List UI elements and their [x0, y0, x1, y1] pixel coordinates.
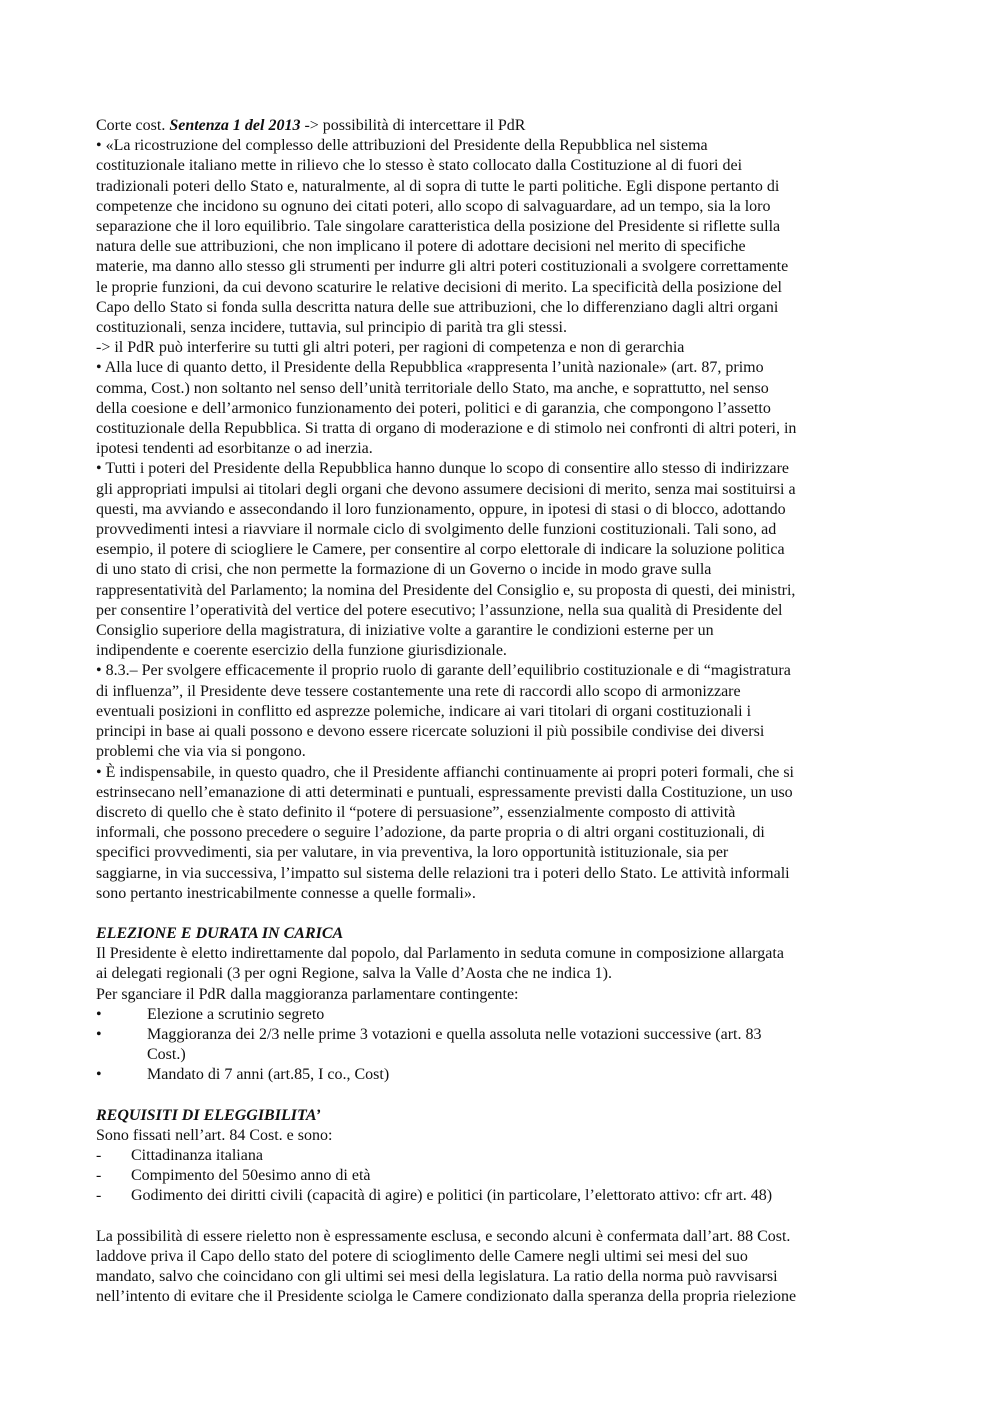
- text-line: rappresentatività del Parlamento; la nomina del Presidente del Consiglio e, su proposta di questi, dei ministri,: [96, 581, 796, 599]
- text-line: informali, che possono precedere o seguire l’adozione, da parte propria o di altri organi costituzionali, di: [96, 824, 765, 842]
- text-line: mandato, salvo che coincidano con gli ultimi sei mesi della legislatura. La ratio della norma può ravvisarsi: [96, 1267, 778, 1285]
- text-line: • È indispensabile, in questo quadro, che il Presidente affianchi continuamente ai propri poteri formali, che si: [96, 763, 794, 781]
- intro-line: [96, 116, 908, 136]
- text-line: • Tutti i poteri del Presidente della Repubblica hanno dunque lo scopo di consentire allo stesso di indirizzare: [96, 460, 790, 478]
- text-line: Consiglio superiore della magistratura, di iniziative volte a garantire le condizioni esterne per un: [96, 622, 714, 640]
- dash-icon: -: [96, 1187, 102, 1205]
- dash-icon: -: [96, 1146, 102, 1164]
- bullet-icon: •: [96, 1066, 102, 1084]
- list-item-text: Cittadinanza italiana: [131, 1146, 263, 1164]
- requisiti-intro: Sono fissati nell’art. 84 Cost. e sono:: [96, 1126, 333, 1144]
- intro-prefix: Corte cost.: [96, 117, 170, 134]
- text-line: specifici provvedimenti, sia per valutare, in via preventiva, la loro opportunità istituzionale, sia per: [96, 844, 729, 862]
- elezione-bullet-list: [96, 1005, 908, 1086]
- text-line: indipendente e coerente esercizio della funzione giurisdizionale.: [96, 642, 507, 660]
- bullet-line: Cost.): [147, 1046, 186, 1064]
- text-line: costituzionale italiano mette in rilievo che lo stesso è stato collocato dalla Costituzione al di fuori dei: [96, 157, 743, 175]
- text-line: costituzionali, senza incidere, tuttavia, sul principio di parità tra gli stessi.: [96, 319, 567, 337]
- bullet-line: Mandato di 7 anni (art.85, I co., Cost): [147, 1066, 390, 1084]
- list-item: [96, 1186, 908, 1206]
- text-line: separazione che il loro equilibrio. Tale singolare caratteristica della posizione del Presidente si riflette sulla: [96, 218, 781, 236]
- text-line: eventuali posizioni in conflitto ed asprezze polemiche, indicare ai vari titolari di organi costituzionali i: [96, 702, 752, 720]
- text-line: nell’intento di evitare che il Presidente sciolga le Camere condizionato dalla speranza della propria rielezione: [96, 1288, 797, 1306]
- bullet-line: Maggioranza dei 2/3 nelle prime 3 votazioni e quella assoluta nelle votazioni successive (art. 83: [147, 1025, 762, 1043]
- text-line: Il Presidente è eletto indirettamente dal popolo, dal Parlamento in seduta comune in composizione allargata: [96, 945, 784, 963]
- elezione-paragraph: [96, 944, 908, 1005]
- heading-elezione: ELEZIONE E DURATA IN CARICA: [96, 924, 344, 942]
- text-line: problemi che via via si pongono.: [96, 743, 306, 761]
- heading-requisiti: REQUISITI DI ELEGGIBILITA’: [96, 1106, 321, 1124]
- dash-icon: -: [96, 1167, 102, 1185]
- text-line: ai delegati regionali (3 per ogni Regione, salva la Valle d’Aosta che ne indica 1).: [96, 965, 612, 983]
- text-line: -> il PdR può interferire su tutti gli altri poteri, per ragioni di competenza e non di gerarchia: [96, 339, 685, 357]
- bullet-text: [147, 1025, 761, 1065]
- bullet-text: [147, 1005, 324, 1025]
- text-line: Capo dello Stato si fonda sulla descritta natura delle sue attribuzioni, che lo differenziano dagli altri organi: [96, 298, 779, 316]
- text-line: saggiarne, in via successiva, l’impatto sul sistema delle relazioni tra i poteri dello Stato. Le attività informali: [96, 864, 790, 882]
- text-line: questi, ma avviando e assecondando il loro funzionamento, oppure, in ipotesi di stasi o di blocco, adottando: [96, 500, 786, 518]
- closing-paragraph: [96, 1227, 908, 1308]
- text-line: ipotesi tendenti ad esorbitanze o ad inerzia.: [96, 440, 373, 458]
- text-line: sono pertanto inestricabilmente connesse a quelle formali».: [96, 884, 476, 902]
- text-line: della coesione e dell’armonico funzionamento dei poteri, politici e di garanzia, che compongono l’assetto: [96, 399, 771, 417]
- text-line: tradizionali poteri dello Stato e, naturalmente, al di sopra di tutte le parti politiche. Egli dispone pertanto di: [96, 177, 780, 195]
- text-line: esempio, il potere di sciogliere le Camere, per consentire al corpo elettorale di indicare la soluzione politica: [96, 541, 785, 559]
- bullet-icon: •: [96, 1005, 102, 1023]
- text-line: • «La ricostruzione del complesso delle attribuzioni del Presidente della Repubblica nel sistema: [96, 137, 708, 155]
- text-line: La possibilità di essere rieletto non è espressamente esclusa, e secondo alcuni è confermata dall’art. 88 Cost.: [96, 1227, 791, 1245]
- text-line: • 8.3.– Per svolgere efficacemente il proprio ruolo di garante dell’equilibrio costituzionale e di “magistratura: [96, 662, 791, 680]
- document-page: [96, 116, 908, 1307]
- bullet-item: [96, 1005, 908, 1025]
- text-line: materie, ma danno allo stesso gli strumenti per indurre gli altri poteri costituzionali a svolgere correttamente: [96, 258, 789, 276]
- bullet-item: [96, 1025, 908, 1065]
- list-item: [96, 1146, 908, 1166]
- text-line: natura delle sue attribuzioni, che non implicano il potere di adottare decisioni nel merito di specifiche: [96, 238, 746, 256]
- text-line: per consentire l’operatività del vertice del potere esecutivo; l’assunzione, nella sua qualità di Presidente del: [96, 601, 783, 619]
- text-line: di uno stato di crisi, che non permette la formazione di un Governo o incide in modo grave sulla: [96, 561, 712, 579]
- text-line: provvedimenti intesi a riavviare il normale ciclo di svolgimento delle funzioni costituzionali. Tali sono, ad: [96, 521, 777, 539]
- bullet-text: [147, 1065, 389, 1085]
- text-line: comma, Cost.) non soltanto nel senso dell’unità territoriale dello Stato, ma anche, e soprattutto, nel senso: [96, 379, 769, 397]
- list-item: [96, 1166, 908, 1186]
- text-line: costituzionale della Repubblica. Si tratta di organo di moderazione e di stimolo nei confronti di altri poteri, in: [96, 420, 797, 438]
- intro-suffix: -> possibilità di intercettare il PdR: [300, 117, 526, 134]
- list-item-text: Compimento del 50esimo anno di età: [131, 1167, 371, 1185]
- sentenza-reference: Sentenza 1 del 2013: [169, 117, 301, 134]
- text-line: gli appropriati impulsi ai titolari degli organi che devono assumere decisioni di merito, senza mai sostituirsi a: [96, 480, 796, 498]
- text-line: Per sganciare il PdR dalla maggioranza parlamentare contingente:: [96, 985, 519, 1003]
- requisiti-list: [96, 1146, 908, 1207]
- text-line: estrinsecano nell’emanazione di atti determinati e puntuali, espressamente previsti dalla Costituzione, un uso: [96, 783, 793, 801]
- text-line: laddove priva il Capo dello stato del potere di scioglimento delle Camere negli ultimi sei mesi del suo: [96, 1247, 748, 1265]
- text-line: • Alla luce di quanto detto, il Presidente della Repubblica «rappresenta l’unità nazionale» (art. 87, primo: [96, 359, 764, 377]
- text-line: di influenza”, il Presidente deve tessere costantemente una rete di raccordi allo scopo di armonizzare: [96, 682, 741, 700]
- list-item-text: Godimento dei diritti civili (capacità di agire) e politici (in particolare, l’elettorato attivo: cfr art. 48): [131, 1187, 773, 1205]
- text-line: competenze che incidono su ognuno dei citati poteri, allo scopo di salvaguardare, ad un tempo, sia la loro: [96, 197, 771, 215]
- quote-block: [96, 136, 908, 904]
- bullet-icon: •: [96, 1025, 102, 1043]
- bullet-line: Elezione a scrutinio segreto: [147, 1005, 325, 1023]
- text-line: le proprie funzioni, da cui devono scaturire le relative decisioni di merito. La specificità della posizione del: [96, 278, 782, 296]
- text-line: discreto di quello che è stato definito il “potere di persuasione”, essenzialmente composto di attività: [96, 803, 736, 821]
- bullet-item: [96, 1065, 908, 1085]
- text-line: principi in base ai quali possono e devono essere ricercate soluzioni il più possibile condivise dei diversi: [96, 723, 765, 741]
